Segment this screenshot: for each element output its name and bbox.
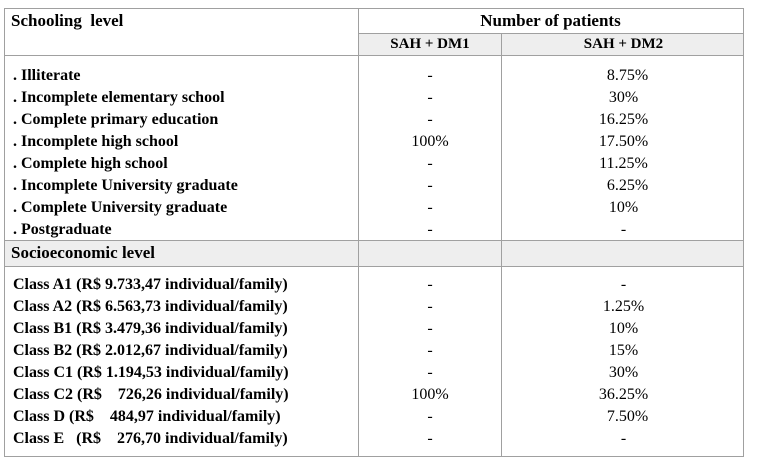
row-label: . Incomplete University graduate <box>13 177 238 194</box>
cell-sah-dm2: 17.50% <box>598 133 649 150</box>
patients-table <box>4 8 744 457</box>
row-label: Class C2 (R$ 726,26 individual/family) <box>13 386 289 403</box>
cell-sah-dm2: 15% <box>608 342 639 359</box>
cell-sah-dm1: 100% <box>411 386 449 403</box>
cell-sah-dm1: - <box>427 276 433 293</box>
cell-sah-dm2: 8.75% <box>598 67 649 84</box>
cell-sah-dm1: - <box>427 89 433 106</box>
cell-sah-dm2: 30% <box>608 89 639 106</box>
divider-below-socio <box>5 266 743 267</box>
socioeconomic-level-heading: Socioeconomic level <box>11 243 155 262</box>
cell-sah-dm2: - <box>620 276 627 293</box>
schooling-level-heading: Schooling level <box>11 11 124 30</box>
cell-sah-dm2: 10% <box>608 199 639 216</box>
cell-sah-dm1: 100% <box>411 133 449 150</box>
cell-sah-dm1: - <box>427 430 433 447</box>
cell-sah-dm2: 16.25% <box>598 111 649 128</box>
divider-vertical-1 <box>358 9 359 456</box>
cell-sah-dm2: 6.25% <box>598 177 649 194</box>
cell-sah-dm2: 10% <box>608 320 639 337</box>
cell-sah-dm1: - <box>427 67 433 84</box>
cell-sah-dm1: - <box>427 221 433 238</box>
row-label: . Incomplete elementary school <box>13 89 225 106</box>
col-sah-dm2-header: SAH + DM2 <box>583 36 664 52</box>
cell-sah-dm1: - <box>427 298 433 315</box>
cell-sah-dm2: 1.25% <box>602 298 645 315</box>
col-sah-dm1-header: SAH + DM1 <box>390 36 470 52</box>
cell-sah-dm1: - <box>427 320 433 337</box>
cell-sah-dm2: - <box>620 430 627 447</box>
cell-sah-dm2: - <box>620 221 627 238</box>
cell-sah-dm2: 11.25% <box>599 155 648 172</box>
row-label: Class D (R$ 484,97 individual/family) <box>13 408 281 425</box>
cell-sah-dm1: - <box>427 155 433 172</box>
cell-sah-dm1: - <box>427 364 433 381</box>
row-label: . Illiterate <box>13 67 81 84</box>
row-label: . Postgraduate <box>13 221 112 238</box>
cell-sah-dm2: 30% <box>608 364 639 381</box>
row-label: Class A1 (R$ 9.733,47 individual/family) <box>13 276 288 293</box>
cell-sah-dm1: - <box>427 199 433 216</box>
cell-sah-dm2: 7.50% <box>598 408 649 425</box>
number-of-patients-heading: Number of patients <box>480 11 621 30</box>
divider-under-subheader <box>5 55 743 56</box>
row-label: Class A2 (R$ 6.563,73 individual/family) <box>13 298 288 315</box>
cell-sah-dm1: - <box>427 408 433 425</box>
row-label: Class B1 (R$ 3.479,36 individual/family) <box>13 320 288 337</box>
row-label: . Complete primary education <box>13 111 219 128</box>
cell-sah-dm1: - <box>427 342 433 359</box>
row-label: . Complete University graduate <box>13 199 228 216</box>
cell-sah-dm2: 36.25% <box>598 386 649 403</box>
row-label: Class B2 (R$ 2.012,67 individual/family) <box>13 342 288 359</box>
row-label: Class E (R$ 276,70 individual/family) <box>13 430 288 447</box>
row-label: . Incomplete high school <box>13 133 179 150</box>
cell-sah-dm1: - <box>427 177 433 194</box>
row-label: . Complete high school <box>13 155 168 172</box>
row-label: Class C1 (R$ 1.194,53 individual/family) <box>13 364 289 381</box>
cell-sah-dm1: - <box>427 111 433 128</box>
